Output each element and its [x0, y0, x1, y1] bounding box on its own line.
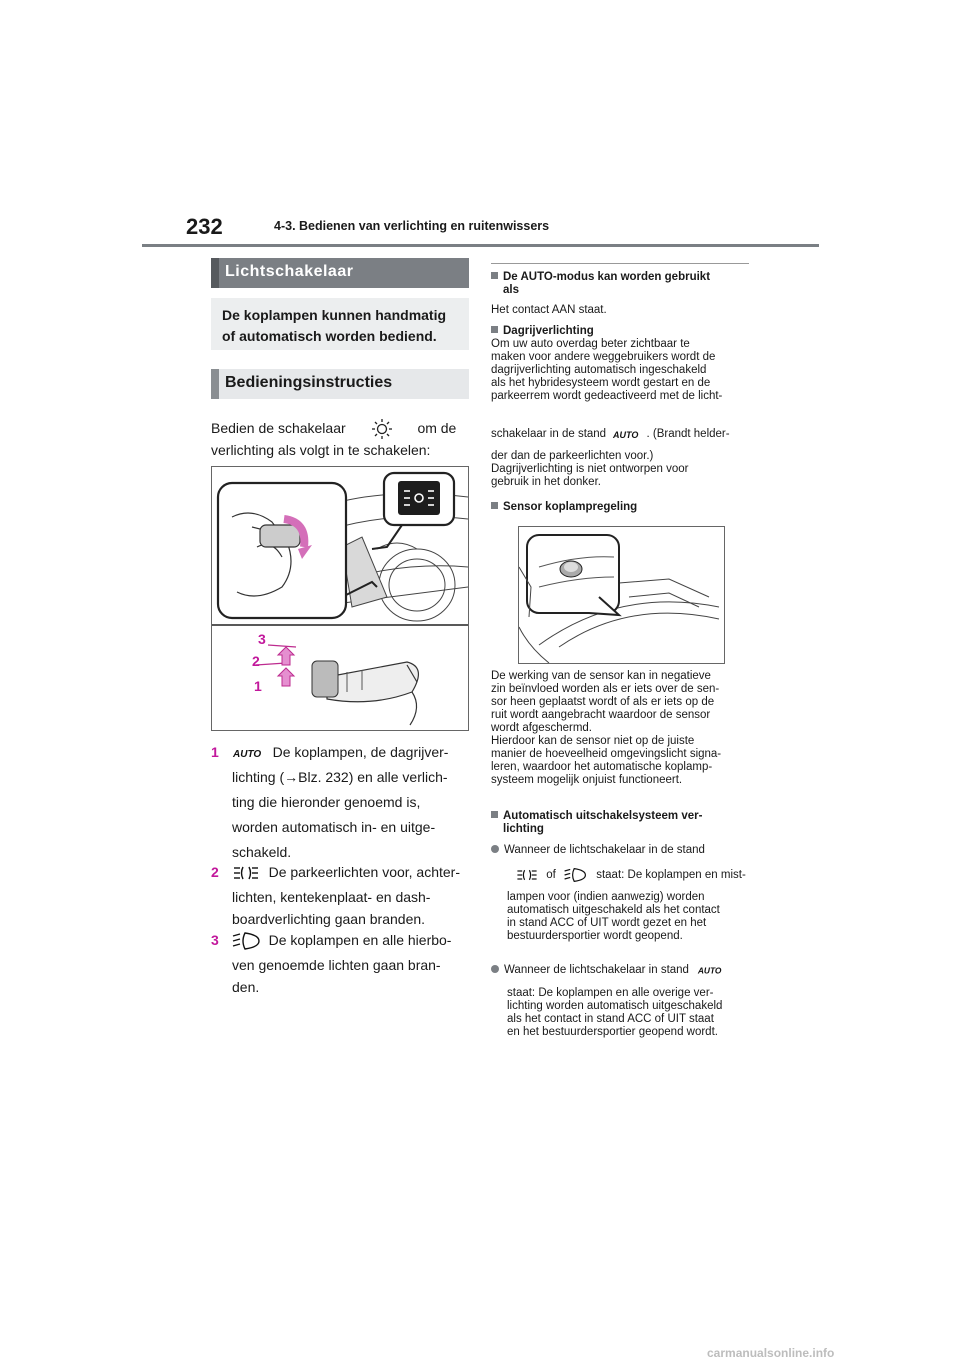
figure-label-1: 1: [254, 678, 262, 694]
bullet-icons-line: [507, 866, 757, 884]
right-column-rule: [491, 263, 749, 264]
block-title: Automatisch uitschakelsysteem ver-: [503, 810, 703, 822]
item-text: De parkeerlichten voor, achter-: [268, 864, 461, 880]
item-text: worden automatisch in- en uitge-: [232, 819, 436, 835]
intro-line-1: [211, 417, 471, 440]
parking-lights-icon: [515, 867, 539, 883]
block-text: systeem mogelijk onjuist functioneert.: [491, 774, 683, 786]
watermark: carmanualsonline.info: [707, 1346, 835, 1360]
list-item: [211, 929, 473, 998]
item-text: De koplampen en alle hierbo-: [268, 932, 452, 948]
bullet-text: staat: De koplampen en alle overige ver-: [507, 987, 714, 999]
bullet-text: automatisch uitgeschakeld als het contact: [507, 904, 720, 916]
item-text: ven genoemde lichten gaan bran-: [232, 957, 441, 974]
list-item: [211, 861, 473, 930]
block-title: Sensor koplampregeling: [503, 501, 638, 513]
square-bullet-icon: [491, 326, 498, 333]
block-text: ruit wordt aangebracht waardoor de sensor: [491, 709, 711, 721]
block-text: parkeerrem wordt gedeactiveerd met de licht-: [491, 390, 723, 402]
block-text: als het hybridesysteem wordt gestart en de: [491, 377, 711, 389]
bullet-text: lampen voor (indien aanwezig) worden: [507, 891, 705, 903]
drl-more: [491, 450, 753, 489]
lead-text: De koplampen kunnen handmatig of automatisch worden bediend.: [222, 307, 447, 344]
block-text: Het contact AAN staat.: [491, 304, 607, 316]
headlight-icon: [563, 866, 587, 884]
bullet-item: [491, 964, 753, 977]
svg-text:AUTO: AUTO: [613, 430, 639, 440]
block-title: De AUTO-modus kan worden gebruikt: [503, 271, 711, 283]
drl-cont-before: schakelaar in de stand: [491, 428, 607, 441]
subsection-heading-bar: [211, 369, 219, 399]
headlight-icon: [231, 931, 261, 951]
header-rule: [142, 244, 819, 247]
square-bullet-icon: [491, 272, 498, 279]
block-text: dagrijverlichting automatisch ingeschakeld: [491, 364, 707, 376]
round-bullet-icon: [491, 965, 499, 973]
bullet-continued: [507, 891, 757, 943]
chapter-title: 4-3. Bedienen van verlichting en ruitenwissers: [274, 219, 550, 233]
block-text: wordt afgeschermd.: [491, 722, 592, 734]
bullet-of: of: [546, 869, 556, 882]
section-heading: [211, 258, 469, 288]
item-text: De koplampen, de dagrijver-: [272, 744, 449, 760]
bullet-text: bestuurdersportier wordt geopend.: [507, 930, 683, 942]
block-text: Hierdoor kan de sensor niet op de juiste: [491, 735, 695, 747]
item-text: lichting (→Blz. 232) en alle verlich-: [232, 769, 448, 785]
bullet-text: Wanneer de lichtschakelaar in stand: [504, 964, 689, 977]
bullet-text: in stand ACC of UIT wordt gezet en het: [507, 917, 707, 929]
light-switch-icon: [362, 418, 402, 440]
item-text: lichten, kentekenplaat- en dash-: [232, 889, 431, 905]
list-item: [211, 741, 473, 863]
round-bullet-icon: [491, 845, 499, 853]
auto-off-title: [491, 810, 753, 836]
intro-line-2: verlichting als volgt in te schakelen:: [211, 442, 431, 458]
item-text: boardverlichting gaan branden.: [232, 911, 426, 927]
sensor-figure: [518, 526, 725, 664]
sensor-text: [491, 670, 753, 787]
bullet-text: Wanneer de lichtschakelaar in de stand: [504, 844, 705, 856]
block-text: gebruik in het donker.: [491, 476, 601, 488]
subsection-title: Bedieningsinstructies: [225, 374, 393, 391]
bullet-text: staat: De koplampen en mist-: [596, 869, 746, 882]
drl-block: [491, 325, 753, 403]
figure-label-3: 3: [258, 631, 266, 647]
light-switch-figure: [211, 466, 469, 731]
page-number: 232: [186, 214, 223, 239]
block-text: leren, waardoor het automatische koplamp-: [491, 761, 713, 773]
item-number: 2: [211, 864, 219, 880]
block-text: maken voor andere weggebruikers wordt de: [491, 351, 716, 363]
sensor-title: [491, 501, 753, 514]
block-title: als: [503, 284, 519, 296]
item-text: den.: [232, 979, 260, 996]
auto-icon: [611, 428, 641, 440]
bullet-continued: [507, 987, 757, 1039]
block-title: Dagrijverlichting: [503, 325, 594, 337]
block-text: sor heen geplaatst wordt of als er iets op de: [491, 696, 715, 708]
square-bullet-icon: [491, 811, 498, 818]
item-text: schakeld.: [232, 844, 292, 860]
intro-before-icon: Bedien de schakelaar: [211, 420, 346, 436]
bullet-item: [491, 844, 753, 857]
block-text: manier de hoeveelheid omgevingslicht signa-: [491, 748, 722, 760]
block-text: De werking van de sensor kan in negatieve: [491, 670, 711, 682]
intro-after-icon: om de: [417, 420, 457, 436]
auto-icon: [696, 964, 724, 976]
block-text: Om uw auto overdag beter zichtbaar te: [491, 338, 690, 350]
figure-label-2: 2: [252, 653, 260, 669]
item-text: ting die hieronder genoemd is,: [232, 794, 421, 810]
block-text: der dan de parkeerlichten voor.): [491, 450, 654, 462]
subsection-heading: [211, 369, 469, 399]
bullet-text: als het contact in stand ACC of UIT staat: [507, 1013, 714, 1025]
drl-continuation: [491, 428, 753, 441]
section-heading-bar: [211, 258, 219, 288]
svg-text:AUTO: AUTO: [232, 749, 261, 760]
svg-text:AUTO: AUTO: [698, 965, 722, 976]
block-title: lichting: [503, 823, 544, 835]
auto-mode-block: [491, 271, 753, 317]
block-text: zin beïnvloed worden als er iets over de sen-: [491, 683, 720, 695]
bullet-text: en het bestuurdersportier geopend wordt.: [507, 1026, 718, 1038]
section-title: Lichtschakelaar: [225, 263, 354, 280]
item-number: 1: [211, 744, 219, 760]
light-switch-illustration: [212, 467, 468, 730]
square-bullet-icon: [491, 502, 498, 509]
auto-icon: [231, 747, 265, 759]
block-text: Dagrijverlichting is niet ontworpen voor: [491, 463, 689, 475]
lead-box: [211, 298, 469, 350]
item-number: 3: [211, 932, 219, 948]
parking-lights-icon: [231, 864, 261, 882]
drl-cont-after: . (Brandt helder-: [646, 428, 730, 441]
sensor-illustration: [519, 527, 724, 663]
bullet-text: lichting worden automatisch uitgeschakeld: [507, 1000, 723, 1012]
